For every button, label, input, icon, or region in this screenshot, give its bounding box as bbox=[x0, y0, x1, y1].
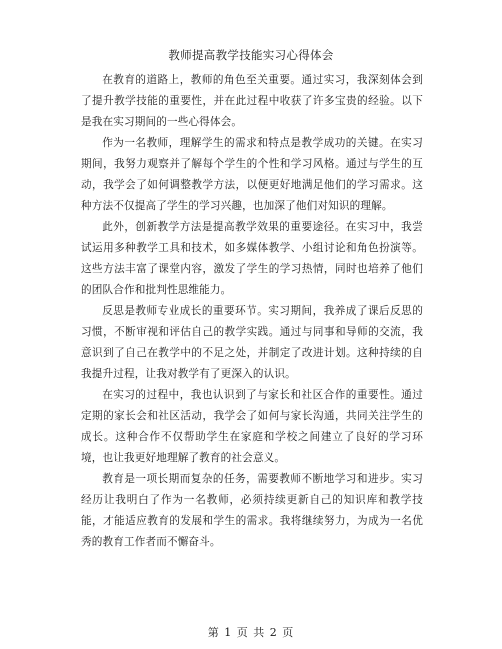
paragraph-4: 反思是教师专业成长的重要环节。实习期间，我养成了课后反思的习惯，不断审视和评估自己的教学实践。通过与同事和导师的交流，我意识到了自己在教学中的不足之处，并制定了改进计划。这种持续的自我提升过程，让我对教学有了更深入的认识。 bbox=[81, 305, 423, 380]
paragraph-2: 作为一名教师，理解学生的需求和特点是教学成功的关键。在实习期间，我努力观察并了解每个学生的个性和学习风格。通过与学生的互动，我学会了如何调整教学方法，以便更好地满足他们的学习需求。这种方法不仅提高了学生的学习兴趣，也加深了他们对知识的理解。 bbox=[81, 137, 423, 212]
paragraph-1: 在教育的道路上，教师的角色至关重要。通过实习，我深刻体会到了提升教学技能的重要性，并在此过程中收获了许多宝贵的经验。以下是我在实习期间的一些心得体会。 bbox=[81, 74, 423, 128]
page-number-footer: 第 1 页 共 2 页 bbox=[207, 626, 295, 639]
document-title: 教师提高教学技能实习心得体会 bbox=[168, 48, 334, 62]
paragraph-3: 此外，创新教学方法是提高教学效果的重要途径。在实习中，我尝试运用多种教学工具和技术，如多媒体教学、小组讨论和角色扮演等。这些方法丰富了课堂内容，激发了学生的学习热情，同时也培养了他们的团队合作和批判性思维能力。 bbox=[81, 221, 423, 296]
paragraph-6: 教育是一项长期而复杂的任务，需要教师不断地学习和进步。实习经历让我明白了作为一名教师，必须持续更新自己的知识库和教学技能，才能适应教育的发展和学生的需求。我将继续努力，为成为一名优秀的教育工作者而不懈奋斗。 bbox=[81, 473, 423, 548]
document-body bbox=[81, 70, 423, 553]
paragraph-5: 在实习的过程中，我也认识到了与家长和社区合作的重要性。通过定期的家长会和社区活动，我学会了如何与家长沟通，共同关注学生的成长。这种合作不仅帮助学生在家庭和学校之间建立了良好的学习环境，也让我更好地理解了教育的社会意义。 bbox=[81, 389, 423, 464]
